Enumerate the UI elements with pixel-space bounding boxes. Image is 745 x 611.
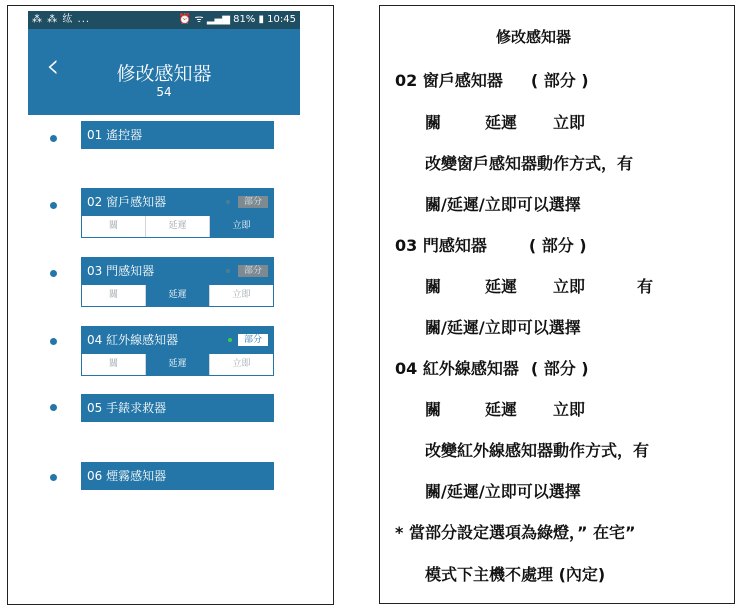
sensor-item-06[interactable] [81,462,274,490]
option-off[interactable]: 關 [82,354,145,375]
sensor-header[interactable] [81,257,274,285]
action-selector [81,354,274,376]
sensor-header[interactable] [81,326,274,354]
status-bar [28,11,300,29]
sensor-item-03[interactable] [81,257,274,307]
desc-note-02: 改變窗戶感知器動作方式，有 [425,154,634,173]
desc-options-02: 關 延遲 立即 [425,113,586,132]
desc-choices-02: 關/延遲/立即可以選擇 [425,195,581,214]
option-delay[interactable]: 延遲 [145,216,209,237]
sensor-name: 04 紅外線感知器 [87,333,179,347]
sensor-name: 06 煙霧感知器 [87,469,167,483]
sensor-header[interactable] [81,121,274,149]
app-bar [28,29,300,115]
list-bullet [50,135,57,142]
option-off[interactable]: 關 [82,216,145,237]
desc-footnote-cont: 模式下主機不處理 (內定) [425,565,606,584]
option-immediate[interactable]: 立即 [209,285,273,306]
page-title: 修改感知器 [116,63,212,85]
desc-choices-04: 關/延遲/立即可以選擇 [425,482,581,501]
sensor-header[interactable] [81,394,274,422]
action-selector [81,285,274,307]
desc-sensor-04: 04 紅外線感知器 ( 部分 ) [395,359,589,378]
desc-note-04: 改變紅外線感知器動作方式，有 [425,441,650,460]
phone-screenshot [7,5,334,605]
status-system-icons: ⏰ ᯤ ▂▄▆ 81% ▮ 10:45 [178,14,296,25]
list-bullet [50,202,57,209]
sensor-item-02[interactable] [81,188,274,238]
sensor-name: 02 窗戶感知器 [87,195,167,209]
sensor-header[interactable] [81,462,274,490]
desc-sensor-02: 02 窗戶感知器 ( 部分 ) [395,71,589,90]
action-selector [81,216,274,238]
list-bullet [50,474,57,481]
description-panel [379,5,735,604]
desc-title: 修改感知器 [496,28,572,46]
status-led-icon [228,338,232,342]
sensor-item-04[interactable] [81,326,274,376]
partial-badge[interactable]: 部分 [238,265,268,277]
desc-options-04: 關 延遲 立即 [425,400,586,419]
option-delay[interactable]: 延遲 [145,285,209,306]
device-count: 54 [156,85,172,99]
option-immediate[interactable]: 立即 [209,216,273,237]
sensor-name: 05 手錶求救器 [87,401,167,415]
sensor-header[interactable] [81,188,274,216]
desc-options-03: 關 延遲 立即 有 [425,277,654,296]
partial-badge[interactable]: 部分 [238,334,268,346]
back-chevron-icon[interactable]: ‹ [46,46,60,86]
option-off[interactable]: 關 [82,285,145,306]
sensor-item-01[interactable] [81,121,274,149]
sensor-name: 03 門感知器 [87,264,155,278]
status-led-icon [226,269,230,273]
option-immediate[interactable]: 立即 [209,354,273,375]
partial-badge[interactable]: 部分 [238,196,268,208]
sensor-item-05[interactable] [81,394,274,422]
status-notification-icons: ⁂ ⁂ 纮 ... [32,14,91,25]
list-bullet [50,338,57,345]
desc-choices-03: 關/延遲/立即可以選擇 [425,318,581,337]
option-delay[interactable]: 延遲 [145,354,209,375]
desc-footnote: * 當部分設定選項為綠燈，” 在宅” [395,523,636,542]
status-led-icon [226,200,230,204]
list-bullet [50,404,57,411]
desc-sensor-03: 03 門感知器 ( 部分 ) [395,236,587,255]
sensor-name: 01 遙控器 [87,128,143,142]
list-bullet [50,270,57,277]
